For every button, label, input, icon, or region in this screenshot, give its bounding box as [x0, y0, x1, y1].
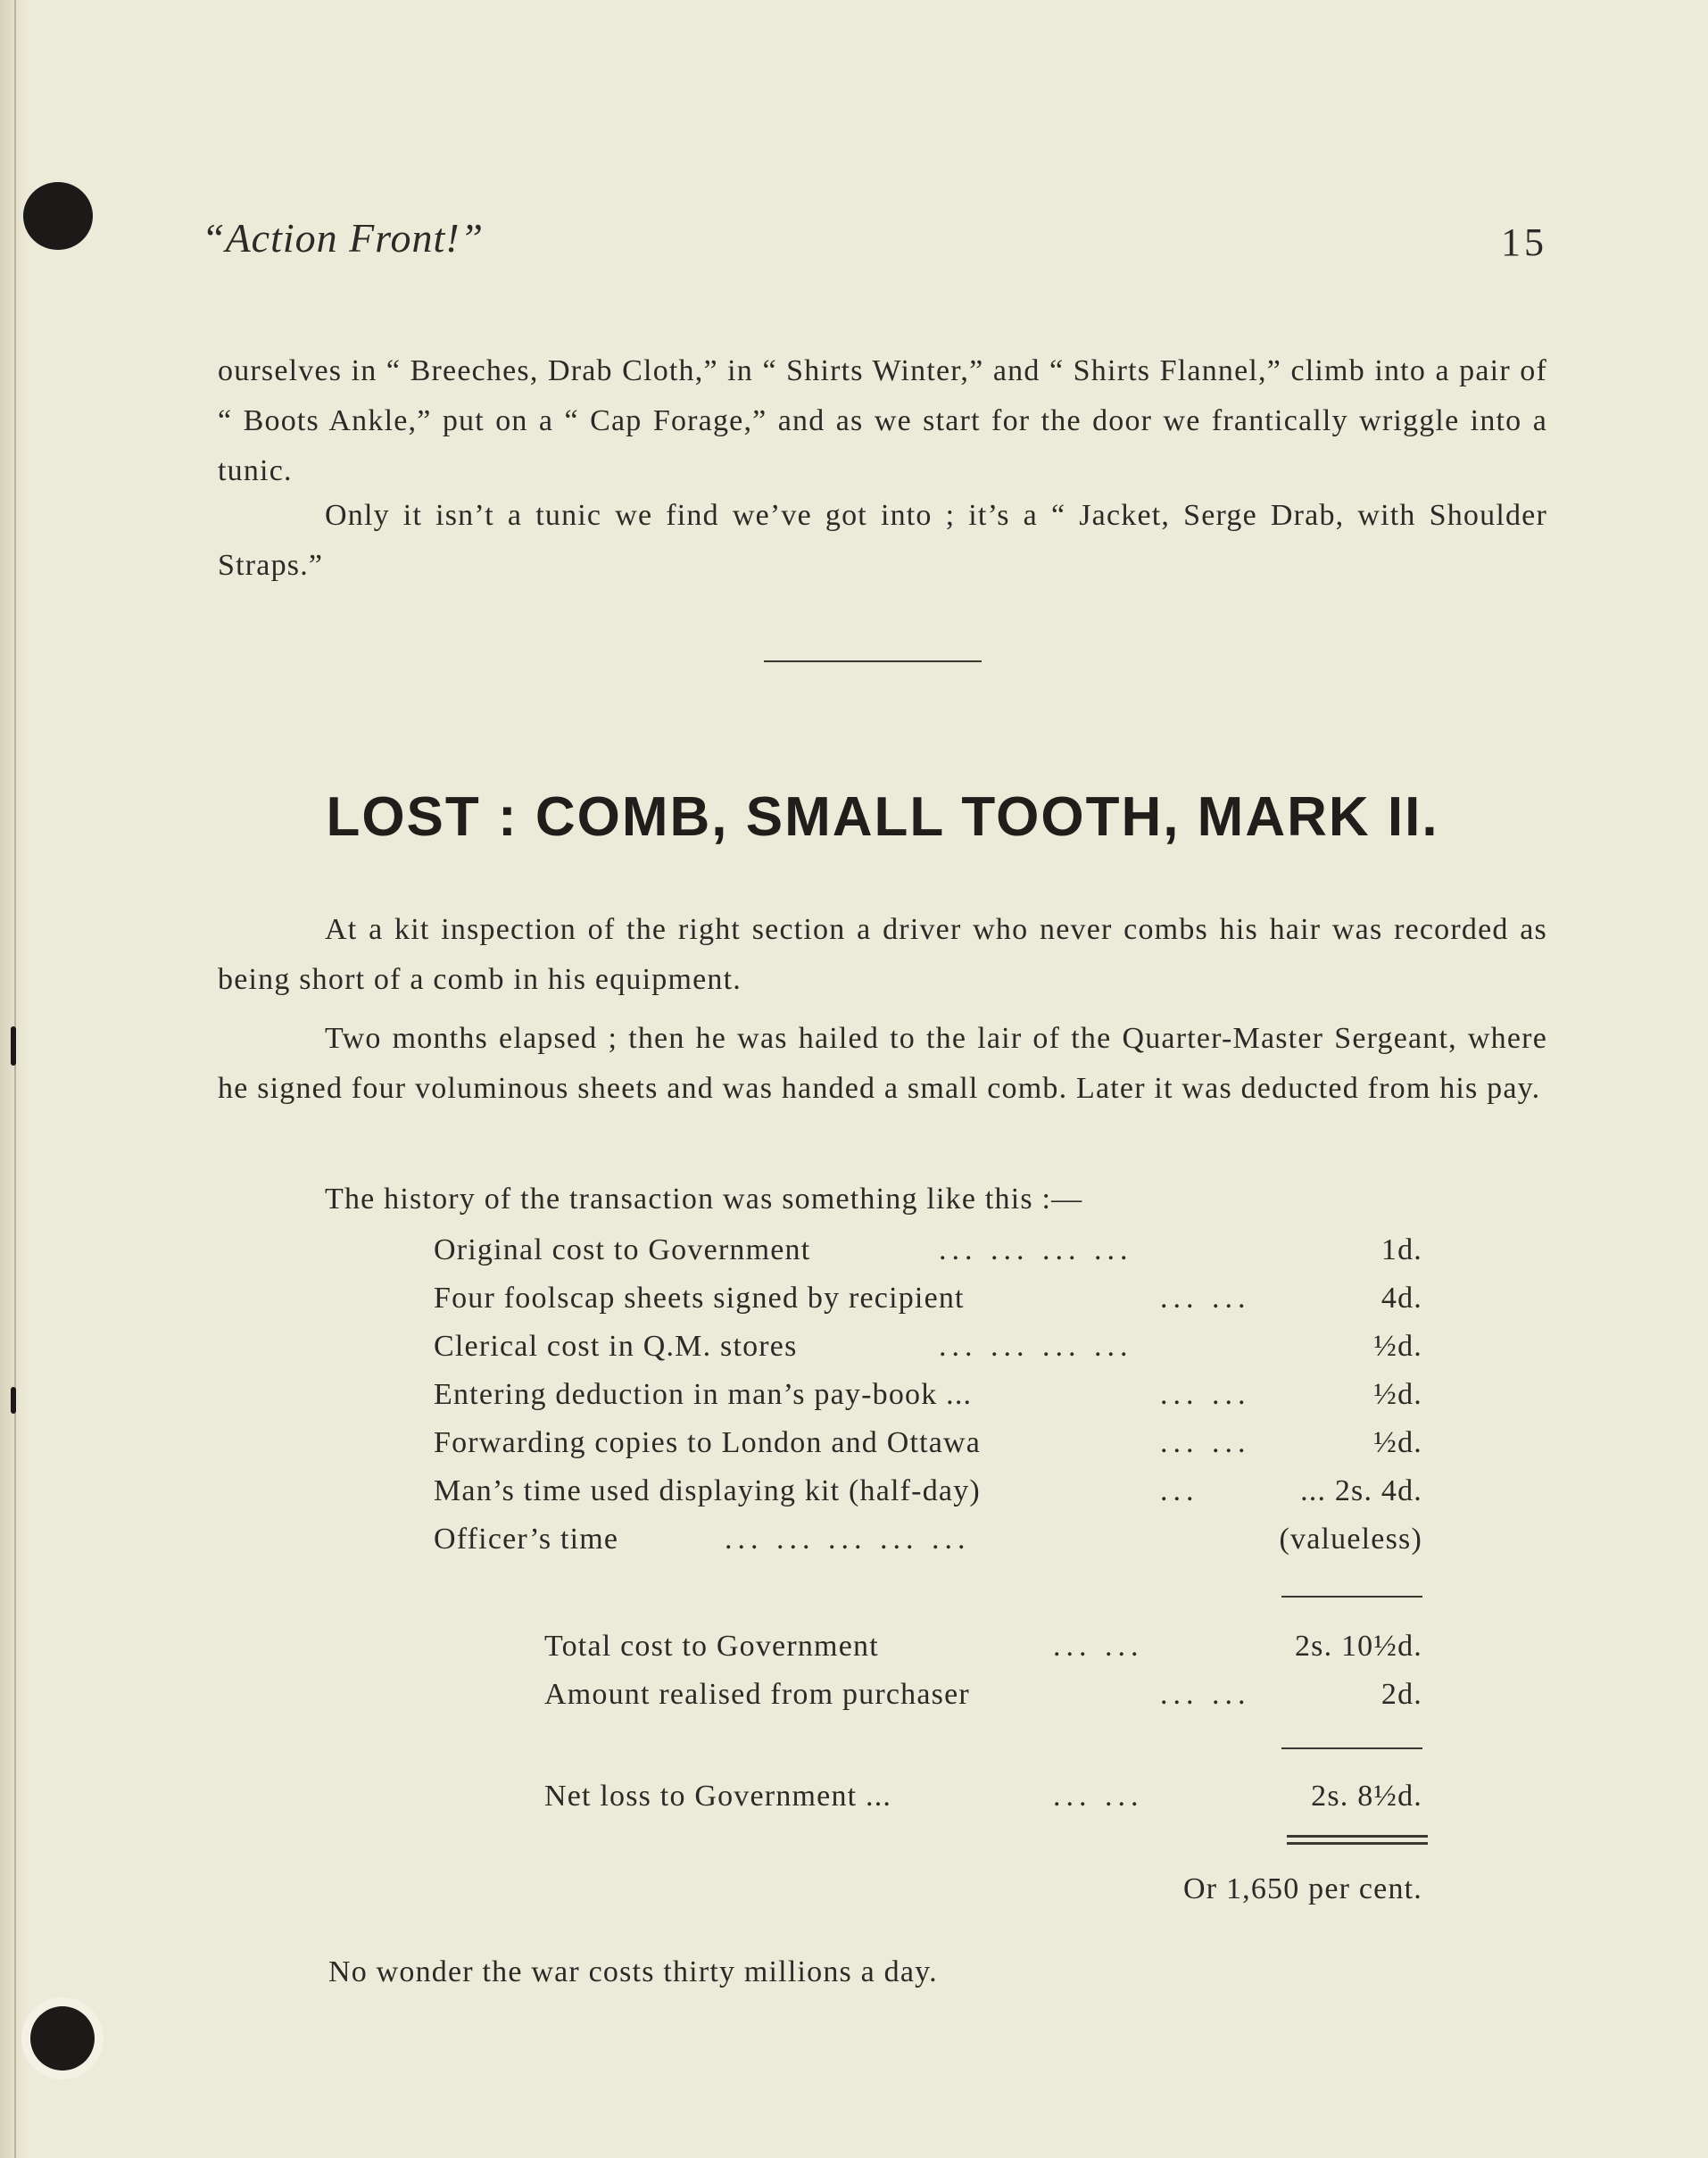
net-loss-row [544, 1780, 1422, 1826]
ledger-row [434, 1474, 1422, 1521]
percent-row [544, 1872, 1422, 1919]
total-amount: 2s. 10½d. [1294, 1630, 1422, 1663]
ledger-leader: ... ... ... ... [939, 1330, 1133, 1363]
ledger-item: Four foolscap sheets signed by recipient [434, 1282, 965, 1315]
ledger-item: Entering deduction in man’s pay-book ... [434, 1378, 973, 1411]
section-divider [764, 660, 982, 662]
ledger-amount: ½d. [1373, 1330, 1422, 1363]
binding-hole-bottom [30, 2006, 95, 2071]
ledger-item: Original cost to Government [434, 1233, 811, 1266]
ledger-leader: ... [1160, 1474, 1199, 1507]
ledger-amount: ½d. [1373, 1378, 1422, 1411]
ledger-leader: ... ... [1160, 1426, 1251, 1459]
ledger-leader: ... ... [1160, 1378, 1251, 1411]
double-rule [1287, 1835, 1428, 1838]
ledger-row [434, 1282, 1422, 1328]
intro-paragraph-1: ourselves in “ Breeches, Drab Cloth,” in “ Shirts Winter,” and “ Shirts Flannel,” climb into a pair of “ Boots Ankle,” put on a “ Cap Forage,” and as we start for the door we frantically wriggle into a tunic. [218, 354, 1547, 487]
ledger-amount: 4d. [1380, 1282, 1422, 1315]
total-row [544, 1630, 1422, 1676]
total-item: Total cost to Government [544, 1630, 879, 1663]
subtotal-rule [1281, 1747, 1422, 1749]
article-heading: LOST : COMB, SMALL TOOTH, MARK II. [326, 786, 1439, 848]
article-paragraph-2: Two months elapsed ; then he was hailed to the lair of the Quarter-Master Sergeant, where he signed four voluminous sheets and was handed a small comb. Later it was deducted from his pay. [218, 1022, 1547, 1105]
ledger-row [434, 1523, 1422, 1569]
ledger-leader: ... ... [1160, 1282, 1251, 1315]
ledger-item: Officer’s time [434, 1523, 619, 1556]
ledger-item: Clerical cost in Q.M. stores [434, 1330, 798, 1363]
ledger-row [434, 1426, 1422, 1473]
percent-text: Or 1,650 per cent. [1182, 1872, 1422, 1905]
article-paragraph-1: At a kit inspection of the right section a driver who never combs his hair was recorded as being short of a comb in his equipment. [218, 913, 1547, 996]
binding-mark [11, 1026, 16, 1066]
subtotal-rule [1281, 1596, 1422, 1598]
ledger-amount: (valueless) [1279, 1523, 1422, 1556]
intro-paragraph-2: Only it isn’t a tunic we find we’ve got into ; it’s a “ Jacket, Serge Drab, with Shoulder Straps.” [218, 499, 1547, 582]
net-loss-leader: ... ... [1053, 1780, 1144, 1813]
binding-hole-top [23, 182, 93, 250]
total-item: Amount realised from purchaser [544, 1678, 970, 1711]
ledger-leader: ... ... ... ... ... [725, 1523, 971, 1556]
article-paragraph-3: The history of the transaction was something like this :— [325, 1183, 1083, 1216]
total-amount: 2d. [1380, 1678, 1422, 1711]
total-row [544, 1678, 1422, 1724]
page-number: 15 [1501, 220, 1547, 264]
double-rule [1287, 1842, 1428, 1845]
net-loss-item: Net loss to Government ... [544, 1780, 892, 1813]
ledger-amount: 1d. [1380, 1233, 1422, 1266]
ledger-leader: ... ... ... ... [939, 1233, 1133, 1266]
ledger-row [434, 1233, 1422, 1280]
total-leader: ... ... [1053, 1630, 1144, 1663]
ledger-row [434, 1330, 1422, 1376]
spine-line [14, 0, 16, 2158]
total-leader: ... ... [1160, 1678, 1251, 1711]
ledger-item: Man’s time used displaying kit (half-day) [434, 1474, 981, 1507]
ledger-amount: ½d. [1373, 1426, 1422, 1459]
ledger-amount: ... 2s. 4d. [1300, 1474, 1422, 1507]
closing-line: No wonder the war costs thirty millions a day. [328, 1955, 938, 1988]
ledger-row [434, 1378, 1422, 1424]
running-title: “Action Front!” [202, 215, 485, 261]
binding-mark [11, 1387, 16, 1414]
net-loss-amount: 2s. 8½d. [1311, 1780, 1422, 1813]
ledger-item: Forwarding copies to London and Ottawa [434, 1426, 982, 1459]
